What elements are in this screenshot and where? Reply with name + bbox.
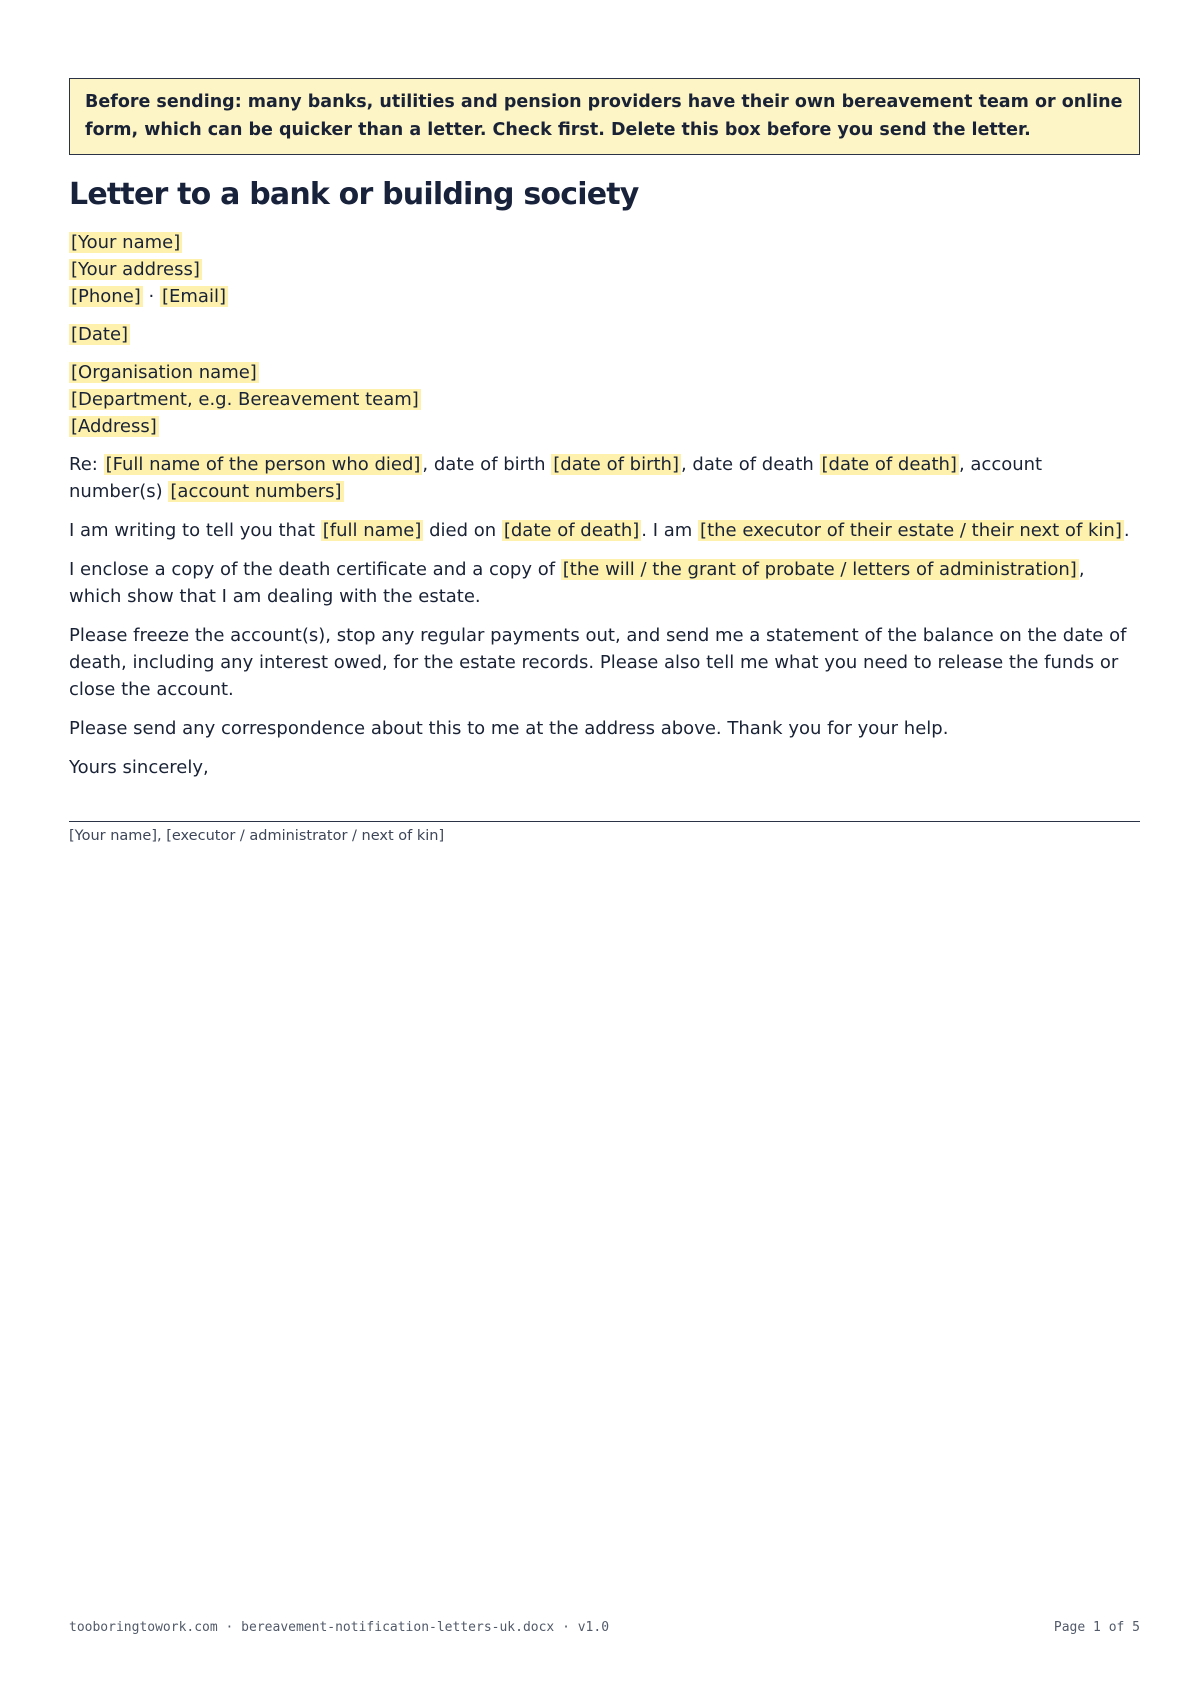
role-placeholder[interactable]: [the executor of their estate / their next of kin] xyxy=(700,520,1122,541)
recipient-address-placeholder[interactable]: [Address] xyxy=(71,416,157,437)
para1-text-1: I am writing to tell you that xyxy=(69,520,321,541)
para2-text-2: , which show that I am dealing with the estate. xyxy=(69,559,1085,607)
footer-document-info: tooboringtowork.com · bereavement-notification-letters-uk.docx · v1.0 xyxy=(69,1620,610,1635)
para1-text-3: . I am xyxy=(641,520,699,541)
date-of-death-placeholder[interactable]: [date of death] xyxy=(503,520,640,541)
paragraph-correspondence: Please send any correspondence about this to me at the address above. Thank you for your help. xyxy=(69,718,949,739)
para1-text-4: . xyxy=(1123,520,1130,541)
page-footer xyxy=(69,1620,1140,1635)
contact-separator: · xyxy=(142,286,160,307)
paragraph-requests: Please freeze the account(s), stop any regular payments out, and send me a statement of the balance on the date of death, including any interest owed, for the estate records. Please also tell me what you need to release the funds or close the account. xyxy=(69,625,1127,700)
date-line xyxy=(69,321,1140,348)
notice-box: Before sending: many banks, utilities and pension providers have their own bereavement team or online form, which can be quicker than a letter. Check first. Delete this box before you send the letter. xyxy=(69,78,1140,155)
recipient-address-line xyxy=(69,413,1140,440)
organisation-placeholder[interactable]: [Organisation name] xyxy=(71,362,257,383)
sender-address-line xyxy=(69,256,1140,283)
paragraph-notification xyxy=(69,517,1140,544)
recipient-department-line xyxy=(69,386,1140,413)
para1-text-2: died on xyxy=(423,520,502,541)
dob-label: , date of birth xyxy=(422,454,552,475)
dob-placeholder[interactable]: [date of birth] xyxy=(553,454,679,475)
account-numbers-placeholder[interactable]: [account numbers] xyxy=(170,481,342,502)
dod-label: , date of death xyxy=(680,454,820,475)
documents-placeholder[interactable]: [the will / the grant of probate / letters of administration] xyxy=(562,559,1077,580)
page-title: Letter to a bank or building society xyxy=(69,177,639,212)
sender-email-placeholder[interactable]: [Email] xyxy=(161,286,226,307)
recipient-organisation-line xyxy=(69,359,1140,386)
sender-name-placeholder[interactable]: [Your name] xyxy=(71,232,181,253)
footer-page-number: Page 1 of 5 xyxy=(1053,1620,1140,1635)
sender-address-placeholder[interactable]: [Your address] xyxy=(71,259,200,280)
date-placeholder[interactable]: [Date] xyxy=(71,324,129,345)
sender-phone-placeholder[interactable]: [Phone] xyxy=(71,286,141,307)
re-prefix: Re: xyxy=(69,454,104,475)
deceased-name-placeholder[interactable]: [Full name of the person who died] xyxy=(105,454,421,475)
sender-contact-line xyxy=(69,283,1140,310)
paragraph-enclosures xyxy=(69,556,1140,610)
recipient-block xyxy=(69,359,1140,440)
dod-placeholder[interactable]: [date of death] xyxy=(821,454,957,475)
closing: Yours sincerely, xyxy=(69,757,209,778)
re-line xyxy=(69,451,1140,505)
signature-line: [Your name], [executor / administrator / next of kin] xyxy=(69,821,1140,846)
letter-page xyxy=(69,78,1140,846)
full-name-placeholder[interactable]: [full name] xyxy=(322,520,422,541)
department-placeholder[interactable]: [Department, e.g. Bereavement team] xyxy=(71,389,419,410)
sender-block xyxy=(69,229,1140,310)
sender-name-line xyxy=(69,229,1140,256)
date-block xyxy=(69,321,1140,348)
para2-text-1: I enclose a copy of the death certificate and a copy of xyxy=(69,559,561,580)
account-label: , account number(s) xyxy=(69,454,1043,502)
